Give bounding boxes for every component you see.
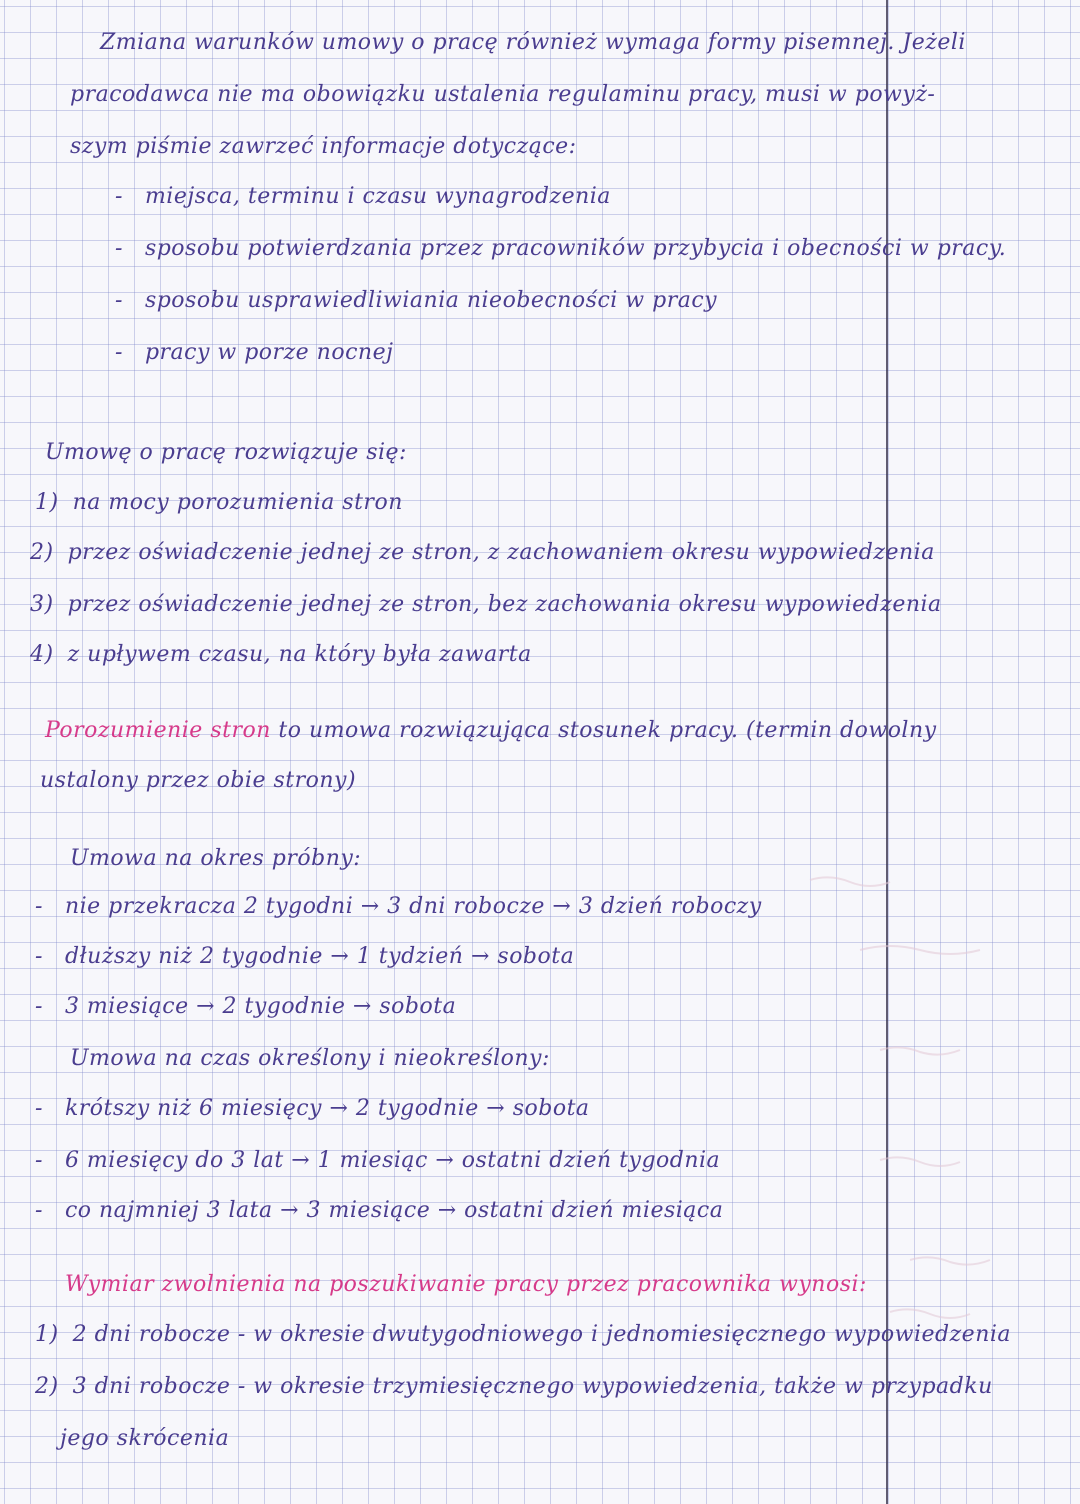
section-heading: Umowa na okres próbny: bbox=[70, 846, 362, 871]
section-heading: Umowa na czas określony i nieokreślony: bbox=[70, 1046, 550, 1071]
list-item: 2) 3 dni robocze - w okresie trzymiesięcznego wypowiedzenia, także w przypadku bbox=[35, 1374, 993, 1399]
list-item: 1) 2 dni robocze - w okresie dwutygodniowego i jednomiesięcznego wypowiedzenia bbox=[35, 1322, 1012, 1347]
note-line: jego skrócenia bbox=[60, 1426, 230, 1451]
note-line: ustalony przez obie strony) bbox=[40, 768, 357, 793]
list-item: - sposobu potwierdzania przez pracowników przybycia i obecności w pracy. bbox=[115, 236, 1007, 261]
list-item: - 3 miesiące → 2 tygodnie → sobota bbox=[35, 994, 457, 1019]
list-item: 1) na mocy porozumienia stron bbox=[35, 490, 403, 515]
list-item: 3) przez oświadczenie jednej ze stron, bez zachowania okresu wypowiedzenia bbox=[30, 592, 942, 617]
list-item: - nie przekracza 2 tygodni → 3 dni robocze → 3 dzień roboczy bbox=[35, 894, 762, 919]
list-item: 2) przez oświadczenie jednej ze stron, z zachowaniem okresu wypowiedzenia bbox=[30, 540, 935, 565]
note-line: szym piśmie zawrzeć informacje dotyczące: bbox=[70, 134, 577, 159]
highlighted-term: Porozumienie stron bbox=[45, 718, 271, 743]
section-heading: Wymiar zwolnienia na poszukiwanie pracy przez pracownika wynosi: bbox=[65, 1272, 867, 1297]
list-item: - pracy w porze nocnej bbox=[115, 340, 394, 365]
list-item: - miejsca, terminu i czasu wynagrodzenia bbox=[115, 184, 611, 209]
section-heading: Umowę o pracę rozwiązuje się: bbox=[45, 440, 407, 465]
list-item: - dłuższy niż 2 tygodnie → 1 tydzień → sobota bbox=[35, 944, 575, 969]
list-item: - 6 miesięcy do 3 lat → 1 miesiąc → ostatni dzień tygodnia bbox=[35, 1148, 721, 1173]
list-item: - co najmniej 3 lata → 3 miesiące → ostatni dzień miesiąca bbox=[35, 1198, 724, 1223]
definition-line: Porozumienie stron to umowa rozwiązująca stosunek pracy. (termin dowolny bbox=[45, 718, 937, 743]
note-line: Zmiana warunków umowy o pracę również wymaga formy pisemnej. Jeżeli bbox=[100, 30, 966, 55]
list-item: - sposobu usprawiedliwiania nieobecności w pracy bbox=[115, 288, 718, 313]
show-through-marks bbox=[560, 860, 1060, 1440]
note-line: pracodawca nie ma obowiązku ustalenia regulaminu pracy, musi w powyż- bbox=[70, 82, 936, 107]
list-item: - krótszy niż 6 miesięcy → 2 tygodnie → sobota bbox=[35, 1096, 590, 1121]
list-item: 4) z upływem czasu, na który była zawarta bbox=[30, 642, 532, 667]
